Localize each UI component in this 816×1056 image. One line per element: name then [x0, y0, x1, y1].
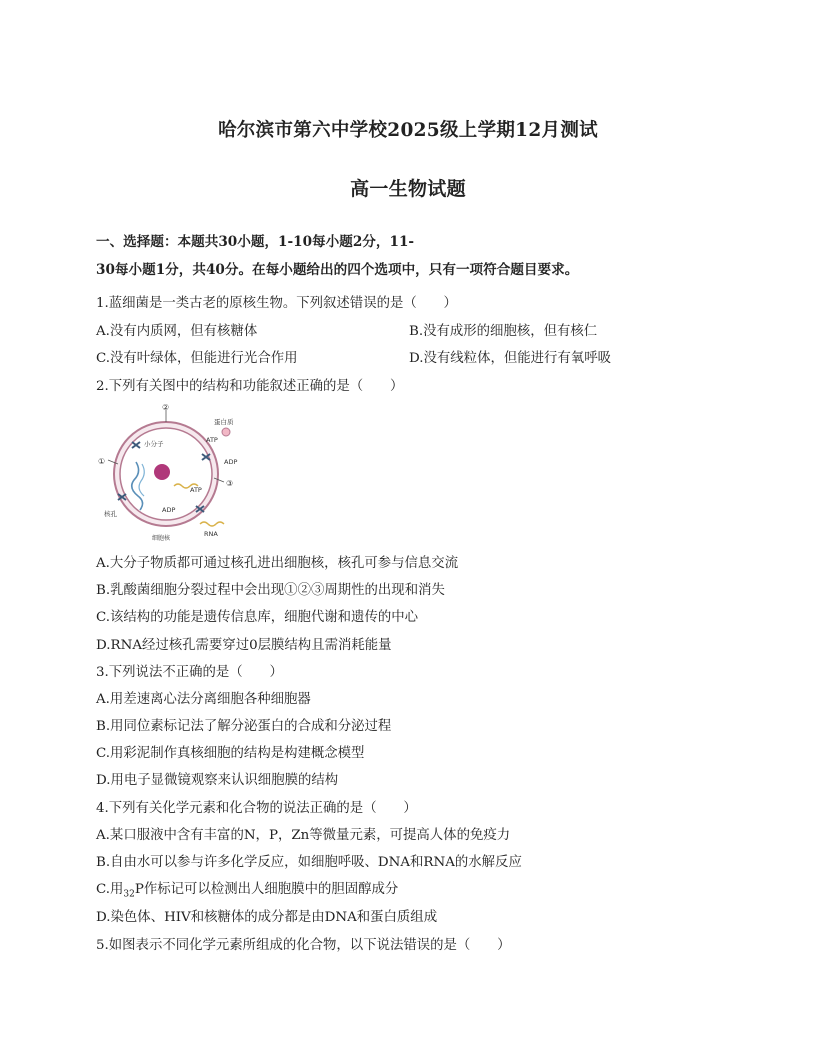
question-3-option-b: B.用同位素标记法了解分泌蛋白的合成和分泌过程	[96, 719, 392, 734]
figure-label-1: ①	[98, 457, 106, 466]
section-heading-line-1: 一、选择题：本题共30小题，1-10每小题2分，11-	[96, 234, 415, 250]
question-2-option-d: D.RNA经过核孔需要穿过0层膜结构且需消耗能量	[96, 638, 392, 653]
question-4-option-d: D.染色体、HIV和核糖体的成分都是由DNA和蛋白质组成	[96, 910, 438, 925]
question-4-option-c-text: P作标记可以检测出人细胞膜中的胆固醇成分	[134, 882, 399, 897]
question-1-option-c: C.没有叶绿体，但能进行光合作用	[96, 351, 298, 366]
question-1-option-b: B.没有成形的细胞核，但有核仁	[409, 324, 598, 339]
question-2-option-c: C.该结构的功能是遗传信息库，细胞代谢和遗传的中心	[96, 610, 419, 625]
question-4-option-c-prefix: C.用	[96, 882, 124, 897]
protein-molecule	[222, 428, 230, 436]
question-4-option-c	[96, 878, 398, 900]
section-heading-line-2: 30每小题1分，共40分。在每小题给出的四个选项中，只有一项符合题目要求。	[96, 262, 579, 278]
question-1-option-d: D.没有线粒体，但能进行有氧呼吸	[409, 351, 611, 366]
figure-label-adp-top: ADP	[224, 458, 238, 466]
nucleus-structure-figure	[96, 402, 246, 542]
question-2-stem: 2.下列有关图中的结构和功能叙述正确的是（ ）	[96, 379, 404, 394]
question-3-option-a: A.用差速离心法分离细胞各种细胞器	[96, 692, 311, 707]
figure-label-2: ②	[162, 403, 170, 412]
question-3-option-d: D.用电子显微镜观察来认识细胞膜的结构	[96, 773, 339, 788]
figure-label-atp-mid: ATP	[190, 486, 202, 494]
exam-subtitle: 高一生物试题	[350, 178, 466, 200]
figure-label-small-molecule: 小分子	[144, 440, 164, 448]
figure-label-adp-bottom: ADP	[162, 506, 176, 514]
question-2-option-a: A.大分子物质都可通过核孔进出细胞核，核孔可参与信息交流	[96, 556, 459, 571]
figure-label-3: ③	[226, 479, 234, 488]
question-3-option-c: C.用彩泥制作真核细胞的结构是构建概念模型	[96, 746, 365, 761]
question-1-stem: 1.蓝细菌是一类古老的原核生物。下列叙述错误的是（ ）	[96, 296, 457, 311]
question-4-option-a: A.某口服液中含有丰富的N，P，Zn等微量元素，可提高人体的免疫力	[96, 828, 511, 843]
question-4-option-b: B.自由水可以参与许多化学反应，如细胞呼吸、DNA和RNA的水解反应	[96, 855, 522, 870]
question-4-stem: 4.下列有关化学元素和化合物的说法正确的是（ ）	[96, 801, 417, 816]
nucleolus	[154, 464, 170, 480]
figure-label-nucleus: 细胞核	[152, 535, 171, 542]
exam-title: 哈尔滨市第六中学校2025级上学期12月测试	[218, 120, 598, 141]
question-1-option-a: A.没有内质网，但有核糖体	[96, 324, 258, 339]
figure-label-protein: 蛋白质	[214, 418, 234, 426]
figure-label-atp-top: ATP	[206, 436, 218, 444]
rna-molecule-outside	[200, 522, 224, 526]
isotope-mass-number: 32	[123, 889, 135, 900]
question-3-stem: 3.下列说法不正确的是（ ）	[96, 665, 283, 680]
figure-label-rna: RNA	[204, 530, 218, 538]
question-5-stem: 5.如图表示不同化学元素所组成的化合物，以下说法错误的是（ ）	[96, 938, 511, 953]
question-2-option-b: B.乳酸菌细胞分裂过程中会出现①②③周期性的出现和消失	[96, 583, 445, 598]
figure-label-pore: 核孔	[104, 510, 117, 518]
